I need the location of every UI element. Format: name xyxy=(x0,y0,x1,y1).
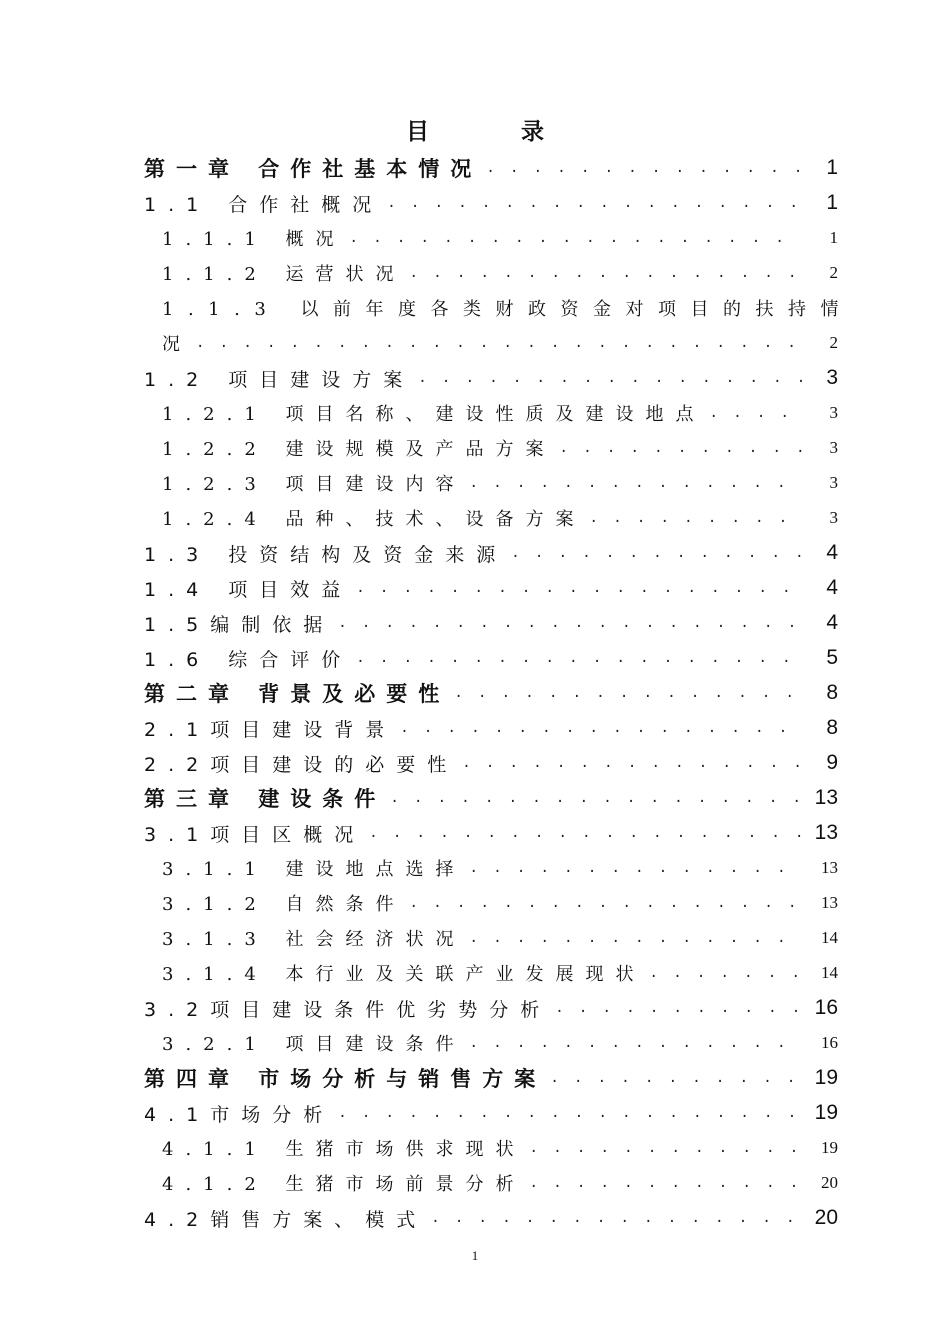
toc-entry-page: 1 xyxy=(829,228,838,247)
toc-leader-dots xyxy=(650,965,802,981)
toc-entry-page: 5 xyxy=(826,646,838,669)
toc-leader-dots xyxy=(555,1000,802,1016)
toc-entry-subsection[interactable] xyxy=(0,956,950,990)
toc-entry-chapter-2[interactable] xyxy=(0,676,950,710)
toc-leader-dots xyxy=(410,265,802,281)
toc-entry-subsection-continued[interactable] xyxy=(0,326,950,360)
page-number-footer: 1 xyxy=(471,1248,479,1263)
toc-leader-dots xyxy=(196,335,802,351)
toc-entry-page: 3 xyxy=(829,438,838,457)
toc-entry-label: 3.1.3 社会经济状况 xyxy=(162,929,466,950)
toc-leader-dots xyxy=(486,160,802,176)
toc-entry-label: 3.2.1 项目建设条件 xyxy=(162,1034,466,1055)
toc-entry-section[interactable] xyxy=(0,711,950,745)
toc-entry-page: 4 xyxy=(826,611,838,634)
toc-entry-page: 14 xyxy=(821,963,838,982)
toc-entry-page: 13 xyxy=(821,858,838,877)
toc-entry-section[interactable] xyxy=(0,1201,950,1235)
toc-leader-dots xyxy=(356,650,802,666)
toc-entry-subsection[interactable] xyxy=(0,396,950,430)
toc-entry-label: 第四章 市场分析与销售方案 xyxy=(144,1067,547,1091)
toc-entry-section[interactable] xyxy=(0,816,950,850)
toc-leader-dots xyxy=(338,1105,802,1121)
toc-entry-page: 9 xyxy=(826,751,838,774)
toc-entry-label: 3.1.4 本行业及关联产业发展现状 xyxy=(162,964,646,985)
toc-entry-label: 1.1.1 概况 xyxy=(162,229,346,250)
toc-leader-dots xyxy=(462,755,802,771)
toc-entry-label: 1.1.2 运营状况 xyxy=(162,264,406,285)
toc-leader-dots xyxy=(338,615,802,631)
toc-entry-page: 1 xyxy=(826,156,838,179)
toc-entry-page: 4 xyxy=(826,541,838,564)
toc-entry-page: 13 xyxy=(821,893,838,912)
toc-leader-dots xyxy=(470,860,802,876)
toc-entry-subsection[interactable] xyxy=(0,1026,950,1060)
toc-entry-page: 2 xyxy=(829,263,838,282)
toc-leader-dots xyxy=(550,1070,802,1086)
toc-entry-label: 1.4 项目效益 xyxy=(144,578,353,601)
toc-entry-section[interactable] xyxy=(0,991,950,1025)
toc-leader-dots xyxy=(511,545,802,561)
toc-entry-section[interactable] xyxy=(0,1096,950,1130)
toc-entry-page: 3 xyxy=(826,366,838,389)
toc-entry-section[interactable] xyxy=(0,606,950,640)
toc-entry-subsection[interactable] xyxy=(0,431,950,465)
toc-leader-dots xyxy=(418,370,802,386)
toc-entry-page: 4 xyxy=(826,576,838,599)
toc-entry-page: 19 xyxy=(821,1138,838,1157)
toc-entry-label: 3.1.1 建设地点选择 xyxy=(162,859,466,880)
toc-entry-label: 第三章 建设条件 xyxy=(144,787,387,811)
toc-entry-section[interactable] xyxy=(0,641,950,675)
toc-entry-page: 19 xyxy=(814,1066,838,1089)
toc-entry-chapter-3[interactable] xyxy=(0,781,950,815)
toc-entry-page: 19 xyxy=(814,1101,838,1124)
toc-leader-dots xyxy=(590,510,802,526)
toc-entry-subsection[interactable] xyxy=(0,501,950,535)
toc-entry-page: 13 xyxy=(814,786,838,809)
toc-entry-subsection[interactable] xyxy=(0,1131,950,1165)
toc-entry-section[interactable] xyxy=(0,536,950,570)
toc-entry-label: 4.2销售方案、模式 xyxy=(144,1208,428,1231)
toc-entry-label: 1.6 综合评价 xyxy=(144,648,353,671)
toc-entry-label: 2.2项目建设的必要性 xyxy=(144,753,459,776)
toc-entry-page: 20 xyxy=(814,1206,838,1229)
toc-entry-label: 3.2项目建设条件优劣势分析 xyxy=(144,998,552,1021)
toc-entry-section[interactable] xyxy=(0,746,950,780)
toc-leader-dots xyxy=(470,1035,802,1051)
toc-entry-chapter-1[interactable] xyxy=(0,151,950,185)
toc-leader-dots xyxy=(454,685,802,701)
toc-leader-dots xyxy=(400,720,802,736)
toc-entry-subsection[interactable] xyxy=(0,221,950,255)
toc-entry-label: 3.1.2 自然条件 xyxy=(162,894,406,915)
toc-entry-label: 1.2.1 项目名称、建设性质及建设地点 xyxy=(162,404,706,425)
toc-entry-page: 1 xyxy=(826,191,838,214)
toc-entry-label: 3.1项目区概况 xyxy=(144,823,366,846)
toc-entry-label: 2.1项目建设背景 xyxy=(144,718,397,741)
toc-entry-subsection[interactable] xyxy=(0,466,950,500)
toc-leader-dots xyxy=(431,1210,802,1226)
toc-entry-section[interactable] xyxy=(0,571,950,605)
toc-entry-subsection[interactable] xyxy=(0,851,950,885)
toc-entry-page: 3 xyxy=(829,508,838,527)
toc-title: 目 录 xyxy=(405,119,586,145)
toc-entry-subsection[interactable] xyxy=(0,886,950,920)
toc-leader-dots xyxy=(530,1140,802,1156)
toc-entry-label: 1.2.3 项目建设内容 xyxy=(162,474,466,495)
toc-entry-page: 8 xyxy=(826,681,838,704)
toc-entry-label: 1.2 项目建设方案 xyxy=(144,368,415,391)
toc-entry-page: 16 xyxy=(814,996,838,1019)
toc-entry-label: 4.1市场分析 xyxy=(144,1103,335,1126)
toc-leader-dots xyxy=(390,790,802,806)
toc-leader-dots xyxy=(350,230,802,246)
toc-entry-page: 3 xyxy=(829,403,838,422)
toc-entry-page: 20 xyxy=(821,1173,838,1192)
toc-entry-label: 1.1 合作社概况 xyxy=(144,193,384,216)
toc-entry-label: 1.2.2 建设规模及产品方案 xyxy=(162,439,556,460)
toc-entry-label: 1.1.3 以前年度各类财政资金对项目的扶持情 xyxy=(162,299,854,320)
toc-entry-page: 13 xyxy=(814,821,838,844)
toc-entry-label: 1.2.4 品种、技术、设备方案 xyxy=(162,509,586,530)
toc-entry-subsection[interactable] xyxy=(0,1166,950,1200)
toc-entry-label: 况 xyxy=(162,334,192,355)
toc-leader-dots xyxy=(530,1175,802,1191)
toc-entry-label: 4.1.2 生猪市场前景分析 xyxy=(162,1174,526,1195)
toc-entry-page: 8 xyxy=(826,716,838,739)
toc-entry-label: 4.1.1 生猪市场供求现状 xyxy=(162,1139,526,1160)
toc-entry-page: 3 xyxy=(829,473,838,492)
toc-leader-dots xyxy=(369,825,802,841)
toc-entry-section[interactable] xyxy=(0,361,950,395)
toc-entry-subsection[interactable] xyxy=(0,256,950,290)
toc-entry-page: 2 xyxy=(829,333,838,352)
toc-leader-dots xyxy=(470,475,802,491)
toc-entry-label: 第一章 合作社基本情况 xyxy=(144,157,483,181)
toc-entry-label: 1.5编制依据 xyxy=(144,613,335,636)
toc-entry-subsection[interactable] xyxy=(0,921,950,955)
toc-leader-dots xyxy=(470,930,802,946)
toc-leader-dots xyxy=(387,195,802,211)
toc-leader-dots xyxy=(410,895,802,911)
toc-leader-dots xyxy=(710,405,802,421)
toc-entry-label: 第二章 背景及必要性 xyxy=(144,682,451,706)
toc-leader-dots xyxy=(560,440,802,456)
toc-leader-dots xyxy=(356,580,802,596)
toc-entry-section[interactable] xyxy=(0,186,950,220)
toc-entry-page: 14 xyxy=(821,928,838,947)
toc-entry-label: 1.3 投资结构及资金来源 xyxy=(144,543,508,566)
toc-entry-subsection-wrapped[interactable] xyxy=(0,291,950,325)
toc-entry-chapter-4[interactable] xyxy=(0,1061,950,1095)
toc-entry-page: 16 xyxy=(821,1033,838,1052)
